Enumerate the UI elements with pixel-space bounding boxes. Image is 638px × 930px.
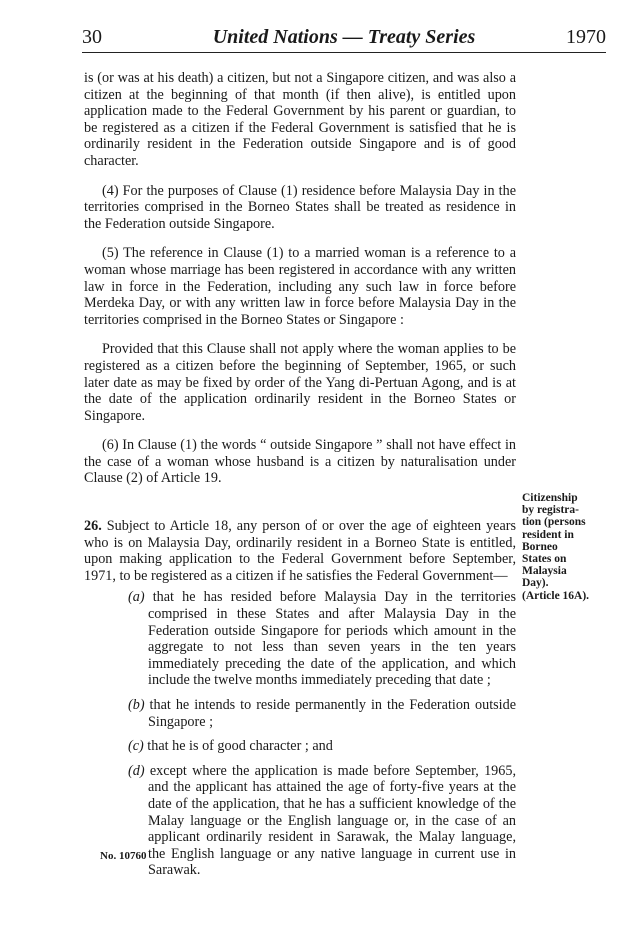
registration-number: No. 10760 bbox=[100, 850, 147, 862]
header-year: 1970 bbox=[566, 26, 606, 48]
list-item: (d) except where the application is made before September, 1965, and the applicant has attained the age of forty-five years at the date of the application, that he has a sufficient knowledge of the Malay language or the English language or, in the case of an applicant ordinarily resident in Sarawak, the Malay language, the English language or any native language in current use in Sarawak. bbox=[128, 762, 516, 879]
list-item: (c) that he is of good character ; and bbox=[128, 738, 333, 755]
running-header bbox=[82, 24, 606, 53]
article-number: 26. bbox=[84, 518, 102, 535]
proviso: Provided that this Clause shall not apply where the woman applies to be registered as a citizen before the beginning of September, 1965, or such later date as may be fixed by order of the Yang di-Pertuan Agong, and is at the date of the application ordinarily resident in the Borneo States or Singapore. bbox=[84, 341, 516, 424]
clause-6: (6) In Clause (1) the words “ outside Singapore ” shall not have effect in the case of a woman whose husband is a citizen by naturalisation under Clause (2) of Article 19. bbox=[84, 437, 516, 487]
article-26 bbox=[84, 518, 516, 584]
article-26-items bbox=[128, 589, 516, 879]
list-item: (b) that he intends to reside permanently in the Federation outside Singapore ; bbox=[128, 697, 516, 730]
page-number: 30 bbox=[82, 26, 102, 48]
clause-5: (5) The reference in Clause (1) to a married woman is a reference to a woman whose marriage has been registered in accordance with any written law in force in the Federation, including any such law in force before Merdeka Day, or with any written law in force before Malaysia Day in the territories comprised in the Borneo States or Singapore : bbox=[84, 245, 516, 328]
main-text bbox=[84, 70, 516, 887]
clause-4: (4) For the purposes of Clause (1) residence before Malaysia Day in the territories comprised in the Borneo States shall be treated as residence in the Federation outside Singapore. bbox=[84, 182, 516, 232]
paragraph-continuation: is (or was at his death) a citizen, but not a Singapore citizen, and was also a citizen at the beginning of that month (if then alive), is entitled upon application made to the Federal Government by his parent or guardian, to be registered as a citizen if the Federal Government is satisfied that he is ordinarily resident in the Federation outside Singapore and is of good character. bbox=[84, 70, 516, 169]
article-text: Subject to Article 18, any person of or over the age of eighteen years who is on Malaysia Day, ordinarily resident in a Borneo State is entitled, upon making application to the Federal Government before September, 1971, to be registered as a citizen if he satisfies the Federal Government— bbox=[84, 518, 516, 584]
margin-note: Citizenship by registra- tion (persons resident in Borneo States on Malaysia Day). (Article 16A). bbox=[522, 492, 590, 602]
list-item: (a) that he has resided before Malaysia Day in the territories comprised in these States and after Malaysia Day in the Federation outside Singapore for periods which amount in the aggregate to not less than seven years in the ten years immediately preceding the date of the application, and which include the twelve months immediately preceding that date ; bbox=[128, 589, 517, 689]
series-title: United Nations — Treaty Series bbox=[212, 26, 476, 48]
